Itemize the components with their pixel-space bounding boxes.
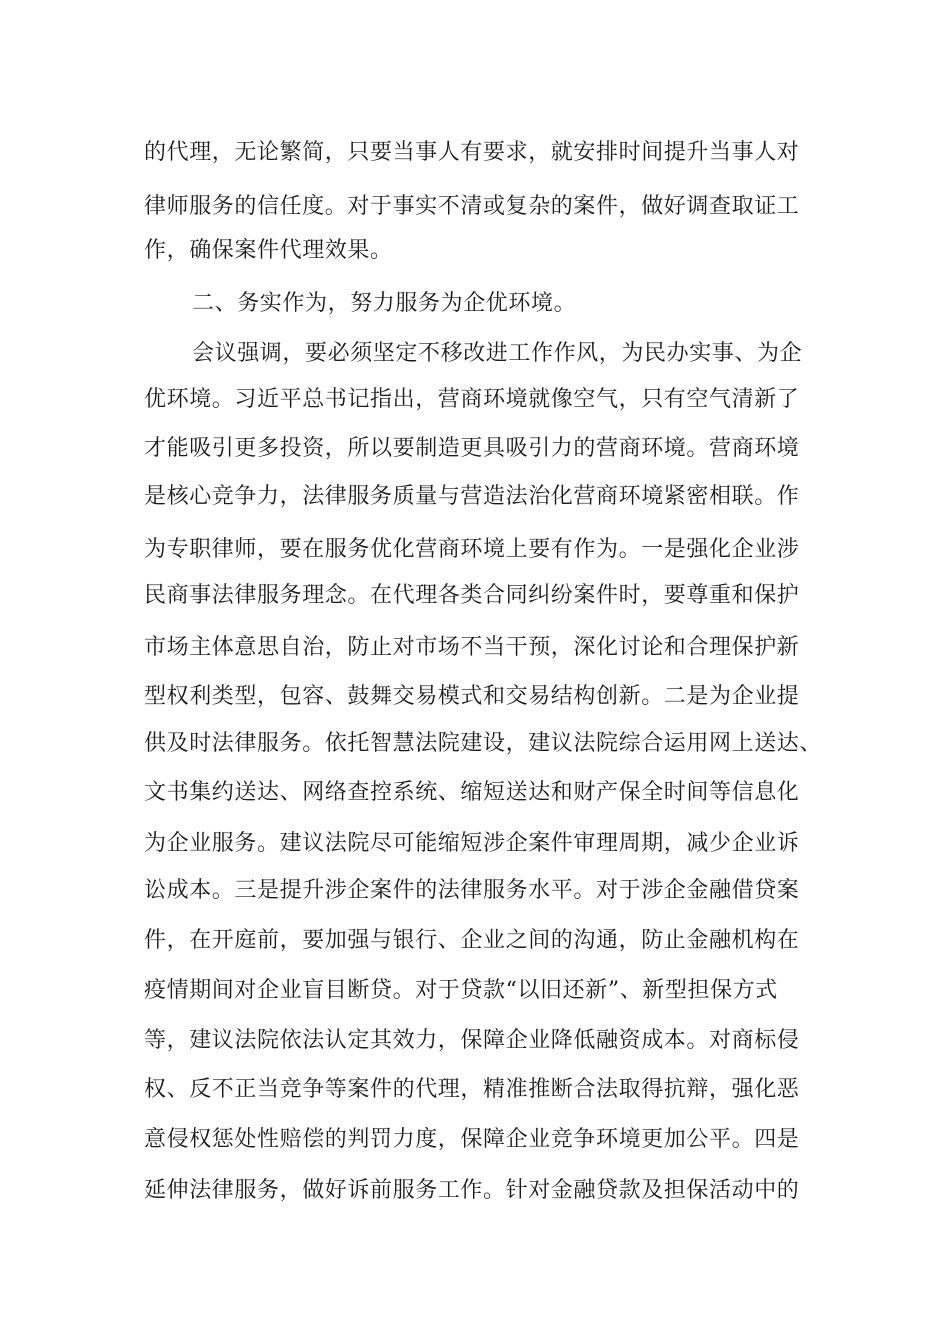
- body-line: 的代理，无论繁简，只要当事人有要求，就安排时间提升当事人对: [144, 140, 800, 165]
- body-line: 文书集约送达、网络查控系统、缩短送达和财产保全时间等信息化: [144, 780, 800, 805]
- body-line: 民商事法律服务理念。在代理各类合同纠纷案件时，要尊重和保护: [144, 583, 800, 608]
- body-line: 件，在开庭前，要加强与银行、企业之间的沟通，防止金融机构在: [144, 928, 800, 953]
- body-line: 才能吸引更多投资，所以要制造更具吸引力的营商环境。营商环境: [144, 436, 800, 461]
- body-line: 延伸法律服务，做好诉前服务工作。针对金融贷款及担保活动中的: [144, 1178, 800, 1203]
- body-line: 会议强调，要必须坚定不移改进工作作风，为民办实事、为企: [192, 341, 803, 366]
- body-line: 优环境。习近平总书记指出，营商环境就像空气，只有空气清新了: [144, 387, 800, 412]
- body-line: 是核心竞争力，法律服务质量与营造法治化营商环境紧密相联。作: [144, 484, 800, 509]
- body-line: 型权利类型，包容、鼓舞交易模式和交易结构创新。二是为企业提: [144, 684, 800, 709]
- body-line: 市场主体意思自治，防止对市场不当干预，深化讨论和合理保护新: [144, 635, 800, 660]
- body-line: 讼成本。三是提升涉企案件的法律服务水平。对于涉企金融借贷案: [144, 878, 800, 903]
- body-line: 为企业服务。建议法院尽可能缩短涉企案件审理周期，减少企业诉: [144, 831, 800, 856]
- body-line: 为专职律师，要在服务优化营商环境上要有作为。一是强化企业涉: [144, 537, 800, 562]
- body-line: 律师服务的信任度。对于事实不清或复杂的案件，做好调查取证工: [144, 194, 800, 219]
- body-line: 作，确保案件代理效果。: [144, 238, 393, 263]
- body-line: 疫情期间对企业盲目断贷。对于贷款“以旧还新”、新型担保方式: [144, 978, 778, 1003]
- body-line: 权、反不正当竞争等案件的代理，精准推断合法取得抗辩，强化恶: [144, 1077, 800, 1102]
- section-heading: 二、务实作为，努力服务为企优环境。: [192, 291, 577, 316]
- body-line: 意侵权惩处性赔偿的判罚力度，保障企业竞争环境更加公平。四是: [144, 1127, 800, 1152]
- body-line: 等，建议法院依法认定其效力，保障企业降低融资成本。对商标侵: [144, 1028, 800, 1053]
- body-line: 供及时法律服务。依托智慧法院建设，建议法院综合运用网上送达、: [144, 731, 823, 756]
